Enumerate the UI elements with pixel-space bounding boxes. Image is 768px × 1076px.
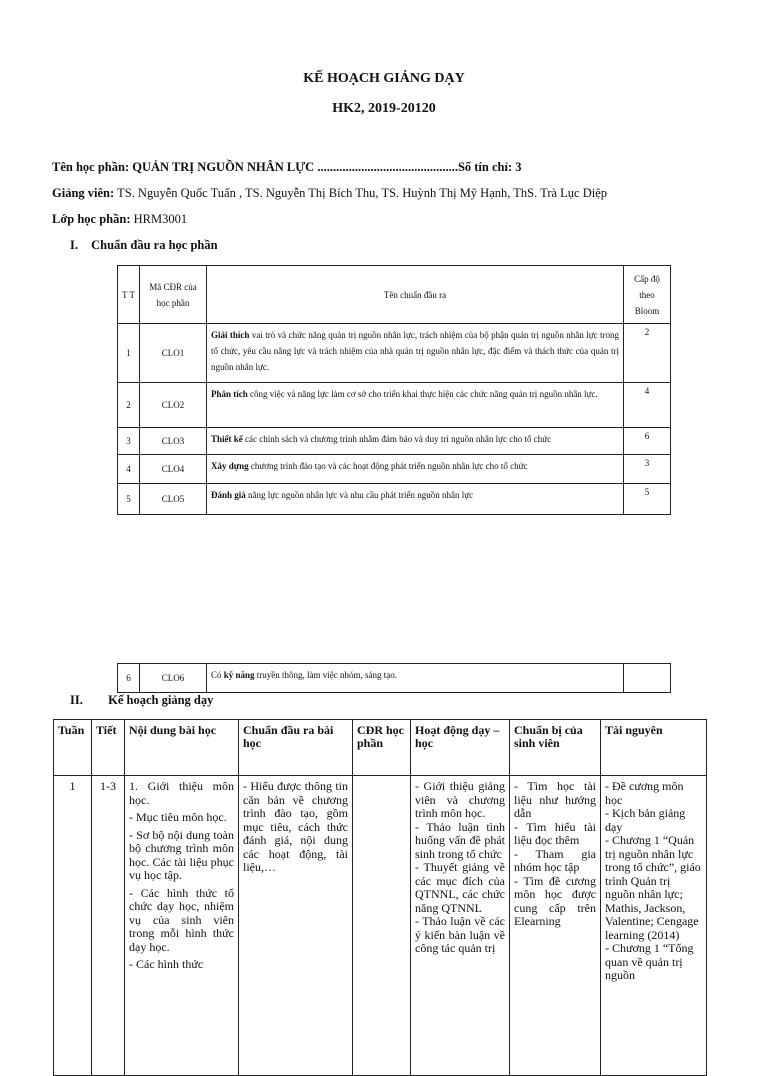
- header-week: Tuần: [54, 720, 92, 776]
- clo-verb: kỹ năng: [223, 670, 255, 680]
- resource-item: - Kịch bản giảng dạy: [605, 806, 686, 834]
- course-dots: .............................................: [317, 160, 458, 174]
- clo-description: [207, 484, 624, 515]
- clo-verb: Thiết kế: [211, 434, 243, 444]
- activity-item: - Thảo luận về các ý kiến bàn luận về công tác quản trị: [415, 914, 505, 955]
- section-title: Kế hoạch giảng dạy: [108, 693, 214, 707]
- content-cell: [125, 776, 239, 1076]
- header-course-clo: CĐR học phần: [353, 720, 411, 776]
- resource-item: - Chương 1 “Quản trị nguồn nhân lực trong tổ chức”, giáo trình Quản trị nguồn nhân lực; Mathis, Jackson, Valentine; Cengage learning (2014): [605, 833, 701, 942]
- clo-description: [207, 455, 624, 484]
- credits-label: Số tín chỉ:: [457, 160, 513, 174]
- clo-text: năng lực nguồn nhân lực và nhu cầu phát triển nguồn nhân lực: [245, 490, 474, 500]
- document-title: KẾ HOẠCH GIẢNG DẠY: [303, 71, 465, 86]
- header-period: Tiết: [92, 720, 125, 776]
- clo-level: [624, 664, 671, 693]
- class-value: HRM3001: [133, 212, 188, 226]
- semester-heading: HK2, 2019-20120: [332, 101, 436, 116]
- clo-tt: 1: [118, 324, 140, 383]
- clo-level: 6: [624, 428, 671, 455]
- clo-text: công việc và năng lực làm cơ sở cho triển khai thực hiện các chức năng quản trị nguồn nhân lực.: [247, 389, 598, 399]
- clo-text: chương trình đào tạo và các hoạt động phát triển nguồn nhân lực cho tổ chức: [248, 461, 528, 471]
- section-heading-clo: [70, 238, 218, 253]
- header-tt: T T: [118, 266, 140, 324]
- lecturer-label: Giảng viên:: [52, 186, 115, 200]
- section-title: Chuẩn đầu ra học phần: [91, 238, 218, 252]
- clo-code: CLO6: [140, 664, 207, 693]
- content-item: - Mục tiêu môn học.: [129, 810, 227, 824]
- clo-level: 2: [624, 324, 671, 383]
- course-name-label: Tên học phần:: [52, 160, 130, 174]
- clo-row: [118, 428, 671, 455]
- class-label: Lớp học phần:: [52, 212, 131, 226]
- clo-row: [118, 324, 671, 383]
- clo-level: 4: [624, 383, 671, 428]
- clo-description: [207, 324, 624, 383]
- clo-row: [118, 484, 671, 515]
- clo-prefix: Có: [211, 670, 224, 680]
- clo-level: 5: [624, 484, 671, 515]
- plan-row-week-1: [54, 776, 707, 1076]
- content-item: 1. Giới thiệu môn học.: [129, 779, 234, 807]
- clo-description: [207, 383, 624, 428]
- resource-item: - Đề cương môn học: [605, 779, 684, 807]
- clo-table-header: [118, 266, 671, 324]
- clo-code: CLO5: [140, 484, 207, 515]
- clo-row: [118, 455, 671, 484]
- clo-text: truyền thông, làm việc nhóm, sáng tạo.: [254, 670, 398, 680]
- clo-verb: Giải thích: [211, 330, 250, 340]
- clo-description: [207, 428, 624, 455]
- prep-item: - Tìm học tài liệu như hướng dẫn: [514, 779, 596, 820]
- clo-text: các chính sách và chương trình nhằm đảm bảo và duy trì nguồn nhân lực cho tổ chức: [242, 434, 552, 444]
- activity-item: - Thuyết giảng về các mục đích của QTNNL, các chức năng QTNNL: [415, 860, 505, 915]
- clo-row: [118, 664, 671, 693]
- header-activities: Hoạt động dạy – học: [411, 720, 510, 776]
- period-cell: 1-3: [92, 776, 125, 1076]
- clo-verb: Phân tích: [211, 389, 248, 399]
- clo-code: CLO2: [140, 383, 207, 428]
- course-name-value: QUẢN TRỊ NGUỒN NHÂN LỰC: [132, 160, 315, 174]
- clo-verb: Đánh giá: [211, 490, 246, 500]
- header-clo-name: Tên chuẩn đầu ra: [207, 266, 624, 324]
- plan-table-header: [54, 720, 707, 776]
- content-item: - Các hình thức tổ chức dạy học, nhiệm vụ của sinh viên trong mỗi hình thức dạy học.: [129, 885, 234, 954]
- credits-value: 3: [515, 160, 522, 174]
- section-number: II.: [70, 693, 83, 707]
- clo-code: CLO3: [140, 428, 207, 455]
- prep-item: - Tìm hiểu tài liệu đọc thêm: [514, 819, 596, 847]
- resource-item: - Chương 1 “Tổng quan về quản trị nguồn: [605, 941, 694, 982]
- clo-tt: 3: [118, 428, 140, 455]
- prep-item: - Tham gia nhóm học tập: [514, 846, 596, 874]
- clo-table: [117, 265, 671, 515]
- outcome-cell: - Hiểu được thông tin căn bản về chương trình đào tạo, gồm mục tiêu, cách thức đánh giá, nội dung các hoạt động, tài liệu,…: [239, 776, 353, 1076]
- header-student-prep: Chuẩn bị của sinh viên: [510, 720, 601, 776]
- section-number: I.: [70, 238, 78, 252]
- clo-level: 3: [624, 455, 671, 484]
- activity-item: - Giới thiệu giảng viên và chương trình môn học.: [415, 779, 505, 820]
- lecturer-value: TS. Nguyễn Quốc Tuấn , TS. Nguyễn Thị Bích Thu, TS. Huỳnh Thị Mỹ Hạnh, ThS. Trà Lục Diệp: [117, 186, 608, 200]
- clo-tt: 5: [118, 484, 140, 515]
- clo-row: [118, 383, 671, 428]
- header-content: Nội dung bài học: [125, 720, 239, 776]
- course-name-line: [52, 160, 522, 175]
- resources-cell: [601, 776, 707, 1076]
- clo-verb: Xây dựng: [211, 461, 249, 471]
- clo-tt: 6: [118, 664, 140, 693]
- header-resources: Tài nguyên: [601, 720, 707, 776]
- content-item: - Các hình thức: [129, 957, 204, 971]
- clo-tt: 4: [118, 455, 140, 484]
- clo-code: CLO1: [140, 324, 207, 383]
- clo-cell: [353, 776, 411, 1076]
- lecturer-line: [52, 186, 607, 201]
- content-item: - Sơ bộ nội dung toàn bộ chương trình môn học. Các tài liệu phục vụ học tập.: [129, 827, 234, 882]
- clo-code: CLO4: [140, 455, 207, 484]
- activities-cell: [411, 776, 510, 1076]
- clo-table-continued: [117, 663, 671, 693]
- header-bloom-level: Cấp độ theo Bloom: [624, 266, 671, 324]
- week-cell: 1: [54, 776, 92, 1076]
- prep-cell: [510, 776, 601, 1076]
- header-clo-code: Mã CĐR của học phần: [140, 266, 207, 324]
- teaching-plan-table: [53, 719, 707, 1076]
- class-line: [52, 212, 187, 227]
- section-heading-plan: [70, 693, 213, 708]
- prep-item: - Tìm đề cương môn học được cung cấp trên Elearning: [514, 873, 596, 928]
- clo-description: [207, 664, 624, 693]
- clo-text: vai trò và chức năng quản trị nguồn nhân lực, trách nhiệm của bộ phận quản trị nguồn nhân lực trong tổ chức, yêu cầu năng lực và trách nhiệm của nhà quản trị nguồn nhân lực, đặc điểm và thách thức của quản trị nguồn nhân lực.: [211, 330, 619, 372]
- clo-tt: 2: [118, 383, 140, 428]
- activity-item: - Thảo luận tình huống vấn đề phát sinh trong tổ chức: [415, 819, 505, 861]
- header-lesson-outcome: Chuẩn đầu ra bài học: [239, 720, 353, 776]
